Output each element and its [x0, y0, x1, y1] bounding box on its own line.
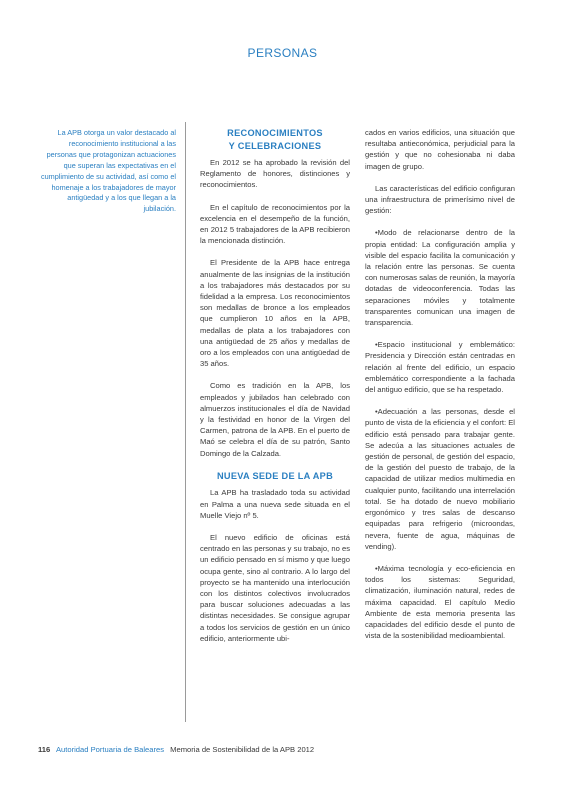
- paragraph: En 2012 se ha aprobado la revisión del Reglamento de honores, distinciones y reconocimientos.: [200, 158, 350, 190]
- paragraph: En el capítulo de reconocimientos por la excelencia en el desempeño de la función, en 2012 5 trabajadores de la APB recibieron la mencionada distinción.: [200, 202, 350, 246]
- paragraph-continued: cados en varios edificios, una situación que resultaba antieconómica, perjudicial para la gestión y que no cohesionaba ni daba imagen de grupo.: [365, 128, 515, 171]
- left-column: [200, 127, 350, 655]
- section-title-line-1: RECONOCIMIENTOS: [227, 128, 323, 138]
- right-column: [365, 127, 515, 652]
- bullet-item: •Modo de relacionarse dentro de la propia entidad: La configuración amplia y visible del espacio facilita la comunicación y la relación entre las personas. Se cuenta con numerosas salas de reunión, la mayoría dotadas de videoconferencia. Todas las separaciones móviles y totalmente transparentes comunican una imagen de transparencia.: [365, 228, 515, 328]
- footer-document-title: Memoria de Sostenibilidad de la APB 2012: [170, 745, 315, 754]
- bullet-item: •Máxima tecnología y eco-eficiencia en todos los sistemas: Seguridad, climatización, iluminación natural, redes de máxima capacidad. El capítulo Medio Ambiente de esta memoria presenta las capacidades del edificio desde el punto de vista de la sostenibilidad medioambiental.: [365, 563, 515, 641]
- paragraph: La APB ha trasladado toda su actividad en Palma a una nueva sede situada en el Muelle Viejo nº 5.: [200, 488, 350, 520]
- paragraph: Las características del edificio configuran una infraestructura de primerísimo nivel de gestión:: [365, 183, 515, 216]
- section-title-line-2: Y CELEBRACIONES: [228, 140, 322, 151]
- paragraph: El Presidente de la APB hace entrega anualmente de las insignias de la institución a los trabajadores más destacados por su fidelidad a la empresa. Los reconocimientos son medallas de bronce a los empleados que cumplieron 10 años en la APB, medallas de plata a los trabajadores con una antigüedad de 25 años y medallas de oro a los empleados con una antigüedad de 35 años.: [200, 258, 350, 369]
- page-title: PERSONAS: [247, 46, 318, 60]
- footer-organization: Autoridad Portuaria de Baleares: [55, 745, 165, 754]
- page-footer: [38, 745, 558, 754]
- sidebar-quote: La APB otorga un valor destacado al reconocimiento institucional a las personas que protagonizan actuaciones que superan las expectativas en el cumplimiento de su actividad, así como el homenaje a los trabajadores de mayor antigüedad y a los que llegan a la jubilación.: [40, 128, 176, 214]
- bullet-item: •Espacio institucional y emblemático: Presidencia y Dirección están centradas en relación al frente del edificio, un espacio emblemático correspondiente a la fachada del antiguo edificio, que se ha respetado.: [365, 340, 515, 395]
- section-title-nueva-sede: NUEVA SEDE DE LA APB: [216, 470, 334, 481]
- bullet-item: •Adecuación a las personas, desde el punto de vista de la eficiencia y el confort: El edificio está pensado para trabajar gente. Se adecúa a las situaciones actuales de gestión de personal, de gestión del espacio, de la gestión del puesto de trabajo, de la capacidad de utilizar medios multimedia en cualquier punto, facilitando una interrelación total. Se ha dotado de nuevo mobiliario ergonómico y tres salas de descanso equipadas para refrigerio (microondas, nevera, fuente de agua, máquinas de vending).: [365, 407, 515, 551]
- section-title-reconocimientos: [200, 127, 350, 152]
- column-divider: [185, 122, 186, 722]
- paragraph: El nuevo edificio de oficinas está centrado en las personas y su trabajo, no es un edificio pensado en sí mismo y que luego ocupa gente, sino al contrario. A lo largo del proyecto se ha mantenido una interlocución con los distintos colectivos involucrados para buscar soluciones adecuadas a las distintas necesidades. Se consigue agrupar a todos los servicios de gestión en un único edificio, anteriormente ubi-: [200, 532, 350, 643]
- page-number: 116: [38, 745, 51, 754]
- paragraph: Como es tradición en la APB, los empleados y jubilados han celebrado con almuerzos institucionales el día de Navidad y la festividad en honor de la Virgen del Carmen, patrona de la APB. En el puerto de Maó se celebra el día de su patrón, Santo Domingo de la Calzada.: [200, 381, 350, 458]
